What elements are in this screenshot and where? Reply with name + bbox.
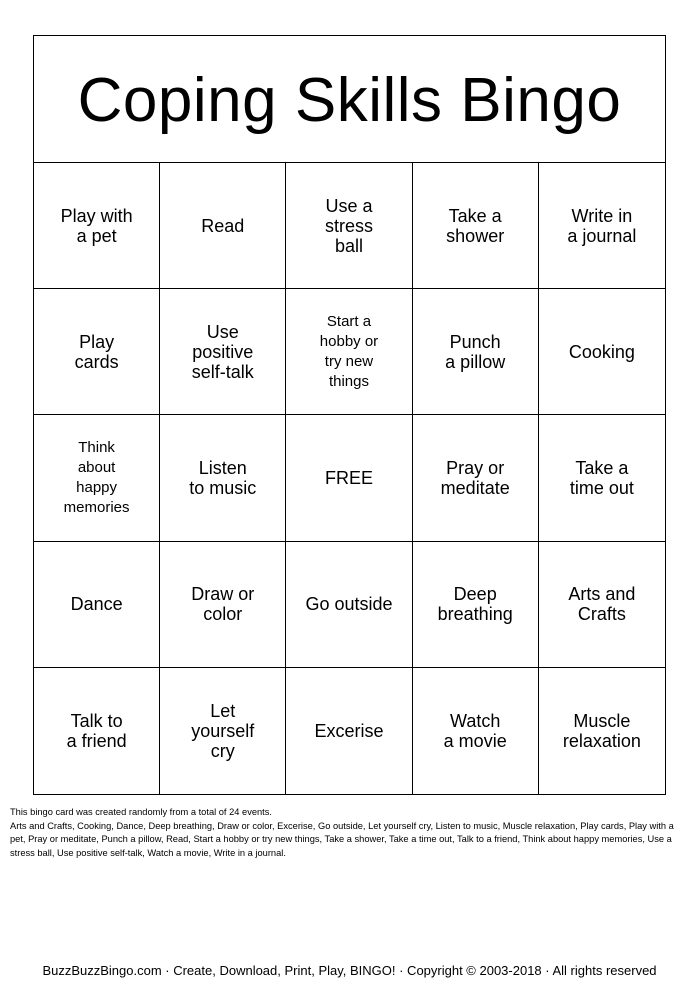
free-space-cell: FREE xyxy=(286,415,412,541)
bingo-cell: Think about happy memories xyxy=(34,415,160,541)
bingo-cell: Take a time out xyxy=(539,415,665,541)
bingo-cell: Let yourself cry xyxy=(160,668,286,794)
copyright-credit: BuzzBuzzBingo.com · Create, Download, Print, Play, BINGO! · Copyright © 2003-2018 · All rights reserved xyxy=(42,963,657,978)
bingo-cell: Muscle relaxation xyxy=(562,710,641,751)
bingo-cell: Go outside xyxy=(286,542,412,668)
generation-note: This bingo card was created randomly from a total of 24 events. xyxy=(10,807,272,817)
bingo-cell: Play cards xyxy=(34,289,160,415)
bingo-cell: Read xyxy=(160,163,286,289)
bingo-cell: Pray or meditate xyxy=(413,415,539,541)
bingo-cell: Take a shower xyxy=(413,163,539,289)
bingo-cell: Punch a pillow xyxy=(413,289,539,415)
bingo-grid xyxy=(34,163,665,794)
bingo-cell: Talk to a friend xyxy=(34,668,160,794)
event-list: Arts and Crafts, Cooking, Dance, Deep breathing, Draw or color, Excerise, Go outside, Let yourself cry, Listen to music, Muscle relaxation, Play cards, Play with a pet, Pray or meditate, Punch a pillow, Read, Start a hobby or try new things, Take a shower, Take a time out, Talk to a friend, Think about happy memories, Use a stress ball, Use positive self-talk, Watch a movie, Write in a journal. xyxy=(10,820,674,858)
bingo-cell: Watch a movie xyxy=(413,668,539,794)
bingo-cell: Arts and Crafts xyxy=(539,542,665,668)
bingo-cell: Cooking xyxy=(539,289,665,415)
bingo-cell: Use positive self-talk xyxy=(160,289,286,415)
bingo-cell: Write in a journal xyxy=(539,163,665,289)
bingo-cell: Play with a pet xyxy=(34,163,160,289)
bingo-cell: Start a hobby or try new things xyxy=(286,289,412,415)
bingo-cell: Listen to music xyxy=(160,415,286,541)
card-notes xyxy=(10,806,690,860)
bingo-cell: Excerise xyxy=(286,668,412,794)
card-title: Coping Skills Bingo xyxy=(34,36,665,163)
bingo-cell: Use a stress ball xyxy=(286,163,412,289)
bingo-cell: Draw or color xyxy=(160,542,286,668)
bingo-cell: Dance xyxy=(34,542,160,668)
bingo-card xyxy=(33,35,666,795)
bingo-cell: Deep breathing xyxy=(413,542,539,668)
